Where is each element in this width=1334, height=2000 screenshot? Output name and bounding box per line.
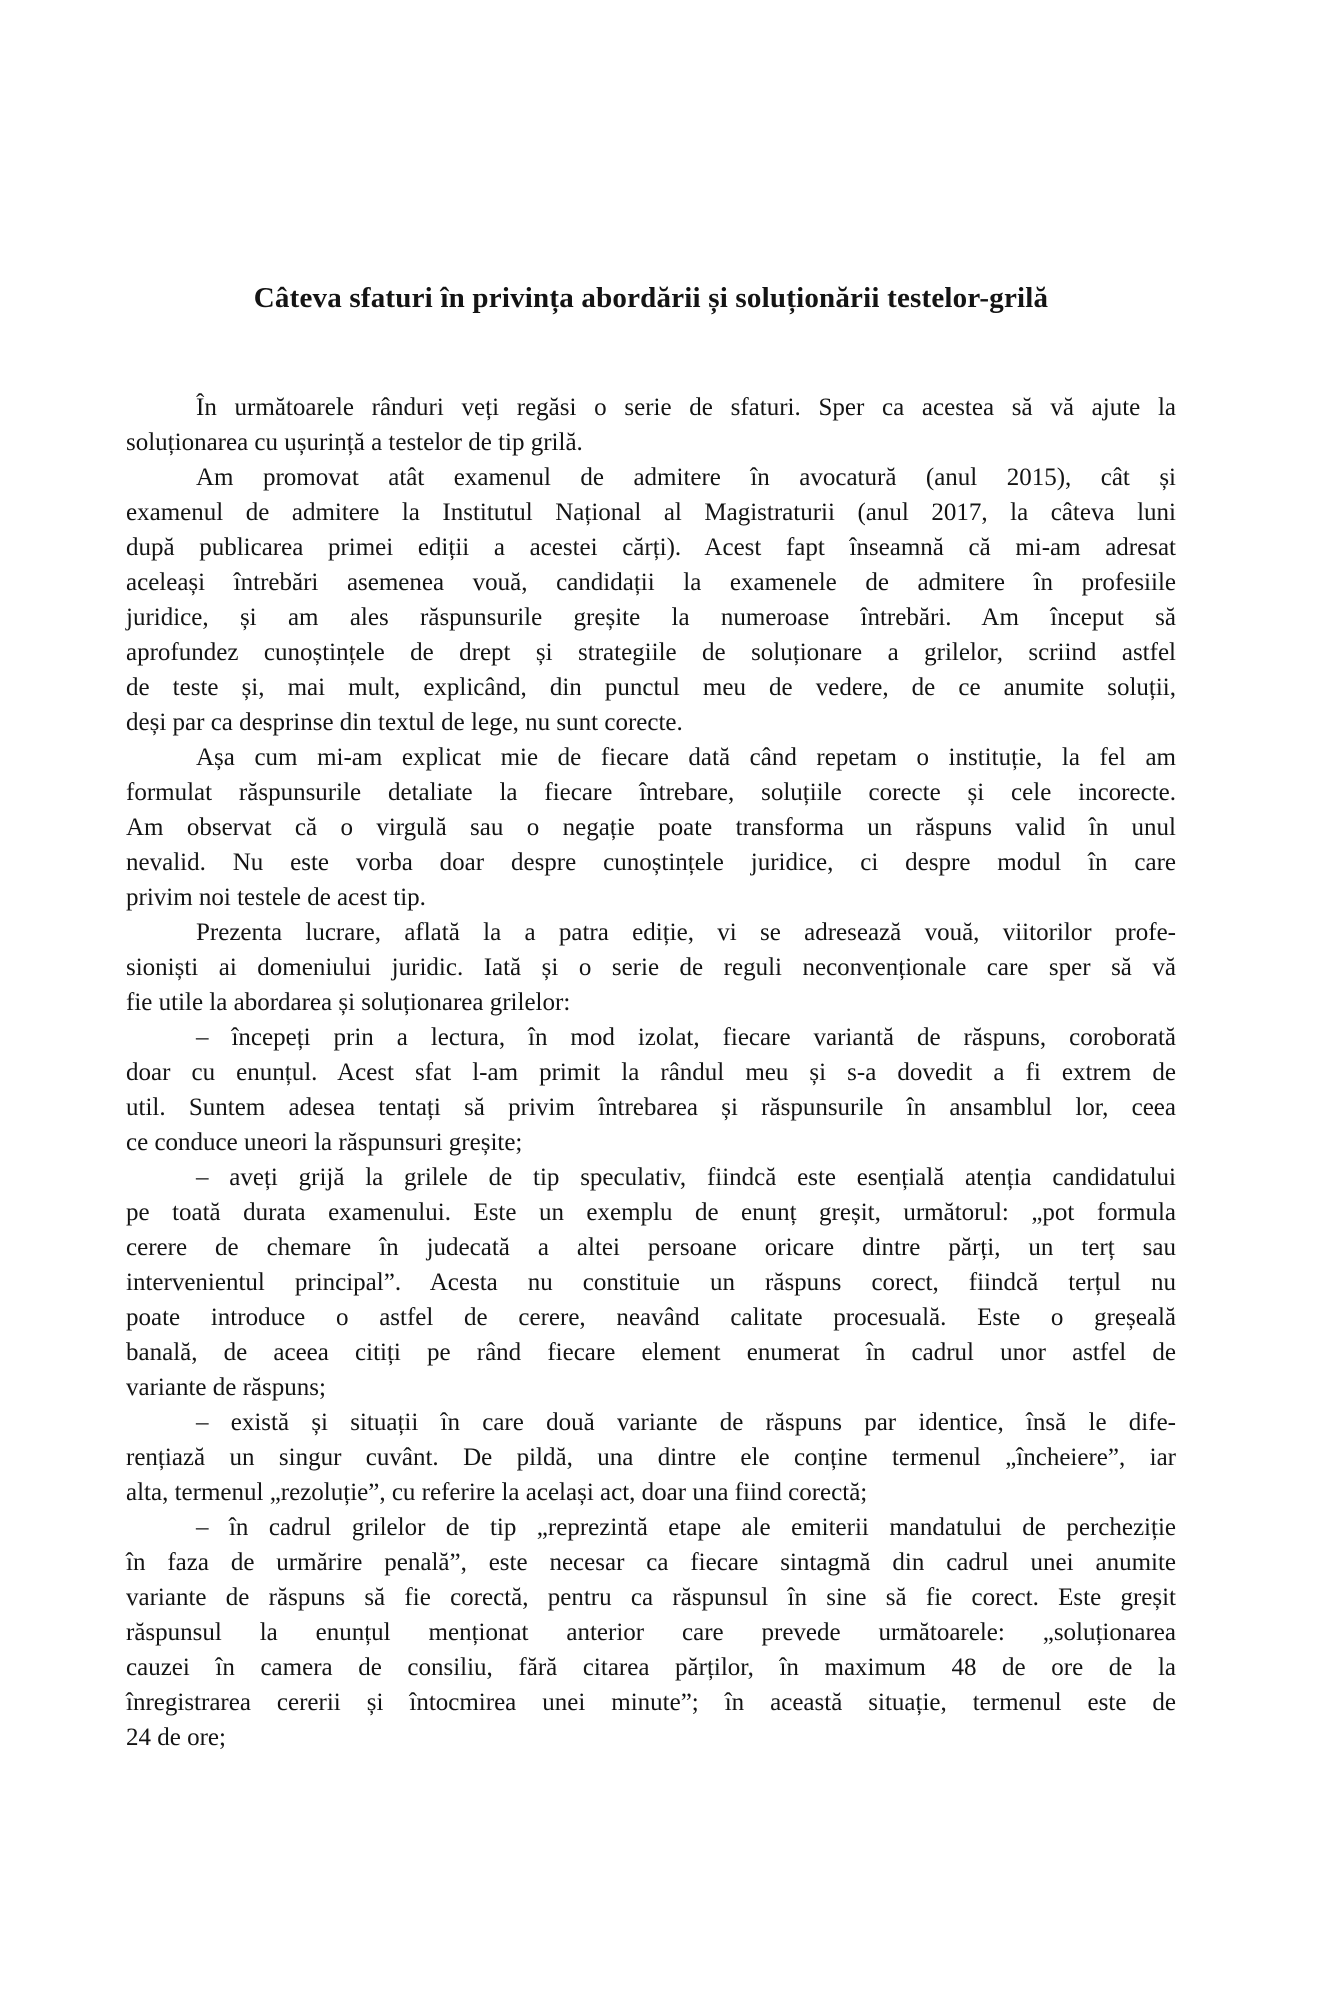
text-line: după publicarea primei ediții a acestei cărți). Acest fapt înseamnă că mi-am adresat <box>126 534 1176 561</box>
text-line: fie utile la abordarea și soluționarea grilelor: <box>126 989 571 1016</box>
text-line: intervenientul principal”. Acesta nu constituie un răspuns corect, fiindcă terțul nu <box>126 1269 1176 1296</box>
paragraph <box>126 740 1176 915</box>
text-line: privim noi testele de acest tip. <box>126 884 426 911</box>
text-line: examenul de admitere la Institutul Național al Magistraturii (anul 2017, la câteva luni <box>126 499 1176 526</box>
text-line: pe toată durata examenului. Este un exemplu de enunț greșit, următorul: „pot formula <box>126 1199 1176 1226</box>
text-line: sioniști ai domeniului juridic. Iată și o serie de reguli neconvenționale care sper să vă <box>126 954 1176 981</box>
text-line: Am promovat atât examenul de admitere în avocatură (anul 2015), cât și <box>196 464 1176 491</box>
text-line: deși par ca desprinse din textul de lege, nu sunt corecte. <box>126 709 683 736</box>
text-line: soluționarea cu ușurință a testelor de tip grilă. <box>126 429 583 456</box>
text-line: banală, de aceea citiți pe rând fiecare element enumerat în cadrul unor astfel de <box>126 1339 1176 1366</box>
paragraph <box>126 390 1176 460</box>
paragraph <box>126 1510 1176 1755</box>
text-line: – există și situații în care două variante de răspuns par identice, însă le dife- <box>196 1409 1176 1436</box>
text-line: înregistrarea cererii și întocmirea unei minute”; în această situație, termenul este de <box>126 1689 1176 1716</box>
text-line: – începeți prin a lectura, în mod izolat, fiecare variantă de răspuns, coroborată <box>196 1024 1176 1051</box>
text-line: În următoarele rânduri veți regăsi o serie de sfaturi. Sper ca acestea să vă ajute la <box>196 394 1176 421</box>
text-line: Prezenta lucrare, aflată la a patra ediție, vi se adresează vouă, viitorilor profe- <box>196 919 1176 946</box>
paragraph <box>126 460 1176 740</box>
paragraph <box>126 915 1176 1020</box>
text-line: răspunsul la enunțul menționat anterior care prevede următoarele: „soluționarea <box>126 1619 1176 1646</box>
page-title: Câteva sfaturi în privința abordării și soluționării testelor-grilă <box>253 282 1049 314</box>
text-line: variante de răspuns; <box>126 1374 326 1401</box>
text-line: util. Suntem adesea tentați să privim întrebarea și răspunsurile în ansamblul lor, ceea <box>126 1094 1176 1121</box>
text-line: rențiază un singur cuvânt. De pildă, una dintre ele conține termenul „încheiere”, iar <box>126 1444 1176 1471</box>
paragraph <box>126 1160 1176 1405</box>
text-line: formulat răspunsurile detaliate la fiecare întrebare, soluțiile corecte și cele incorecte. <box>126 779 1176 806</box>
paragraph <box>126 1020 1176 1160</box>
text-line: Am observat că o virgulă sau o negație poate transforma un răspuns valid în unul <box>126 814 1176 841</box>
text-line: 24 de ore; <box>126 1724 226 1751</box>
text-line: cauzei în camera de consiliu, fără citarea părților, în maximum 48 de ore de la <box>126 1654 1176 1681</box>
text-line: în faza de urmărire penală”, este necesar ca fiecare sintagmă din cadrul unei anumite <box>126 1549 1176 1576</box>
text-line: variante de răspuns să fie corectă, pentru ca răspunsul în sine să fie corect. Este greșit <box>126 1584 1176 1611</box>
text-line: Așa cum mi-am explicat mie de fiecare dată când repetam o instituție, la fel am <box>196 744 1176 771</box>
text-line: aprofundez cunoștințele de drept și strategiile de soluționare a grilelor, scriind astfel <box>126 639 1176 666</box>
text-line: juridice, și am ales răspunsurile greșite la numeroase întrebări. Am început să <box>126 604 1176 631</box>
text-line: ce conduce uneori la răspunsuri greșite; <box>126 1129 523 1156</box>
text-line: doar cu enunțul. Acest sfat l-am primit la rândul meu și s-a dovedit a fi extrem de <box>126 1059 1176 1086</box>
text-line: cerere de chemare în judecată a altei persoane oricare dintre părți, un terț sau <box>126 1234 1176 1261</box>
text-line: – aveți grijă la grilele de tip speculativ, fiindcă este esențială atenția candidatului <box>196 1164 1176 1191</box>
text-line: – în cadrul grilelor de tip „reprezintă etape ale emiterii mandatului de percheziție <box>196 1514 1176 1541</box>
text-line: aceleași întrebări asemenea vouă, candidații la examenele de admitere în profesiile <box>126 569 1176 596</box>
text-line: poate introduce o astfel de cerere, neavând calitate procesuală. Este o greșeală <box>126 1304 1176 1331</box>
paragraph <box>126 1405 1176 1510</box>
text-line: alta, termenul „rezoluție”, cu referire la același act, doar una fiind corectă; <box>126 1479 868 1506</box>
text-line: nevalid. Nu este vorba doar despre cunoștințele juridice, ci despre modul în care <box>126 849 1176 876</box>
text-body <box>126 390 1176 1755</box>
text-line: de teste și, mai mult, explicând, din punctul meu de vedere, de ce anumite soluții, <box>126 674 1176 701</box>
